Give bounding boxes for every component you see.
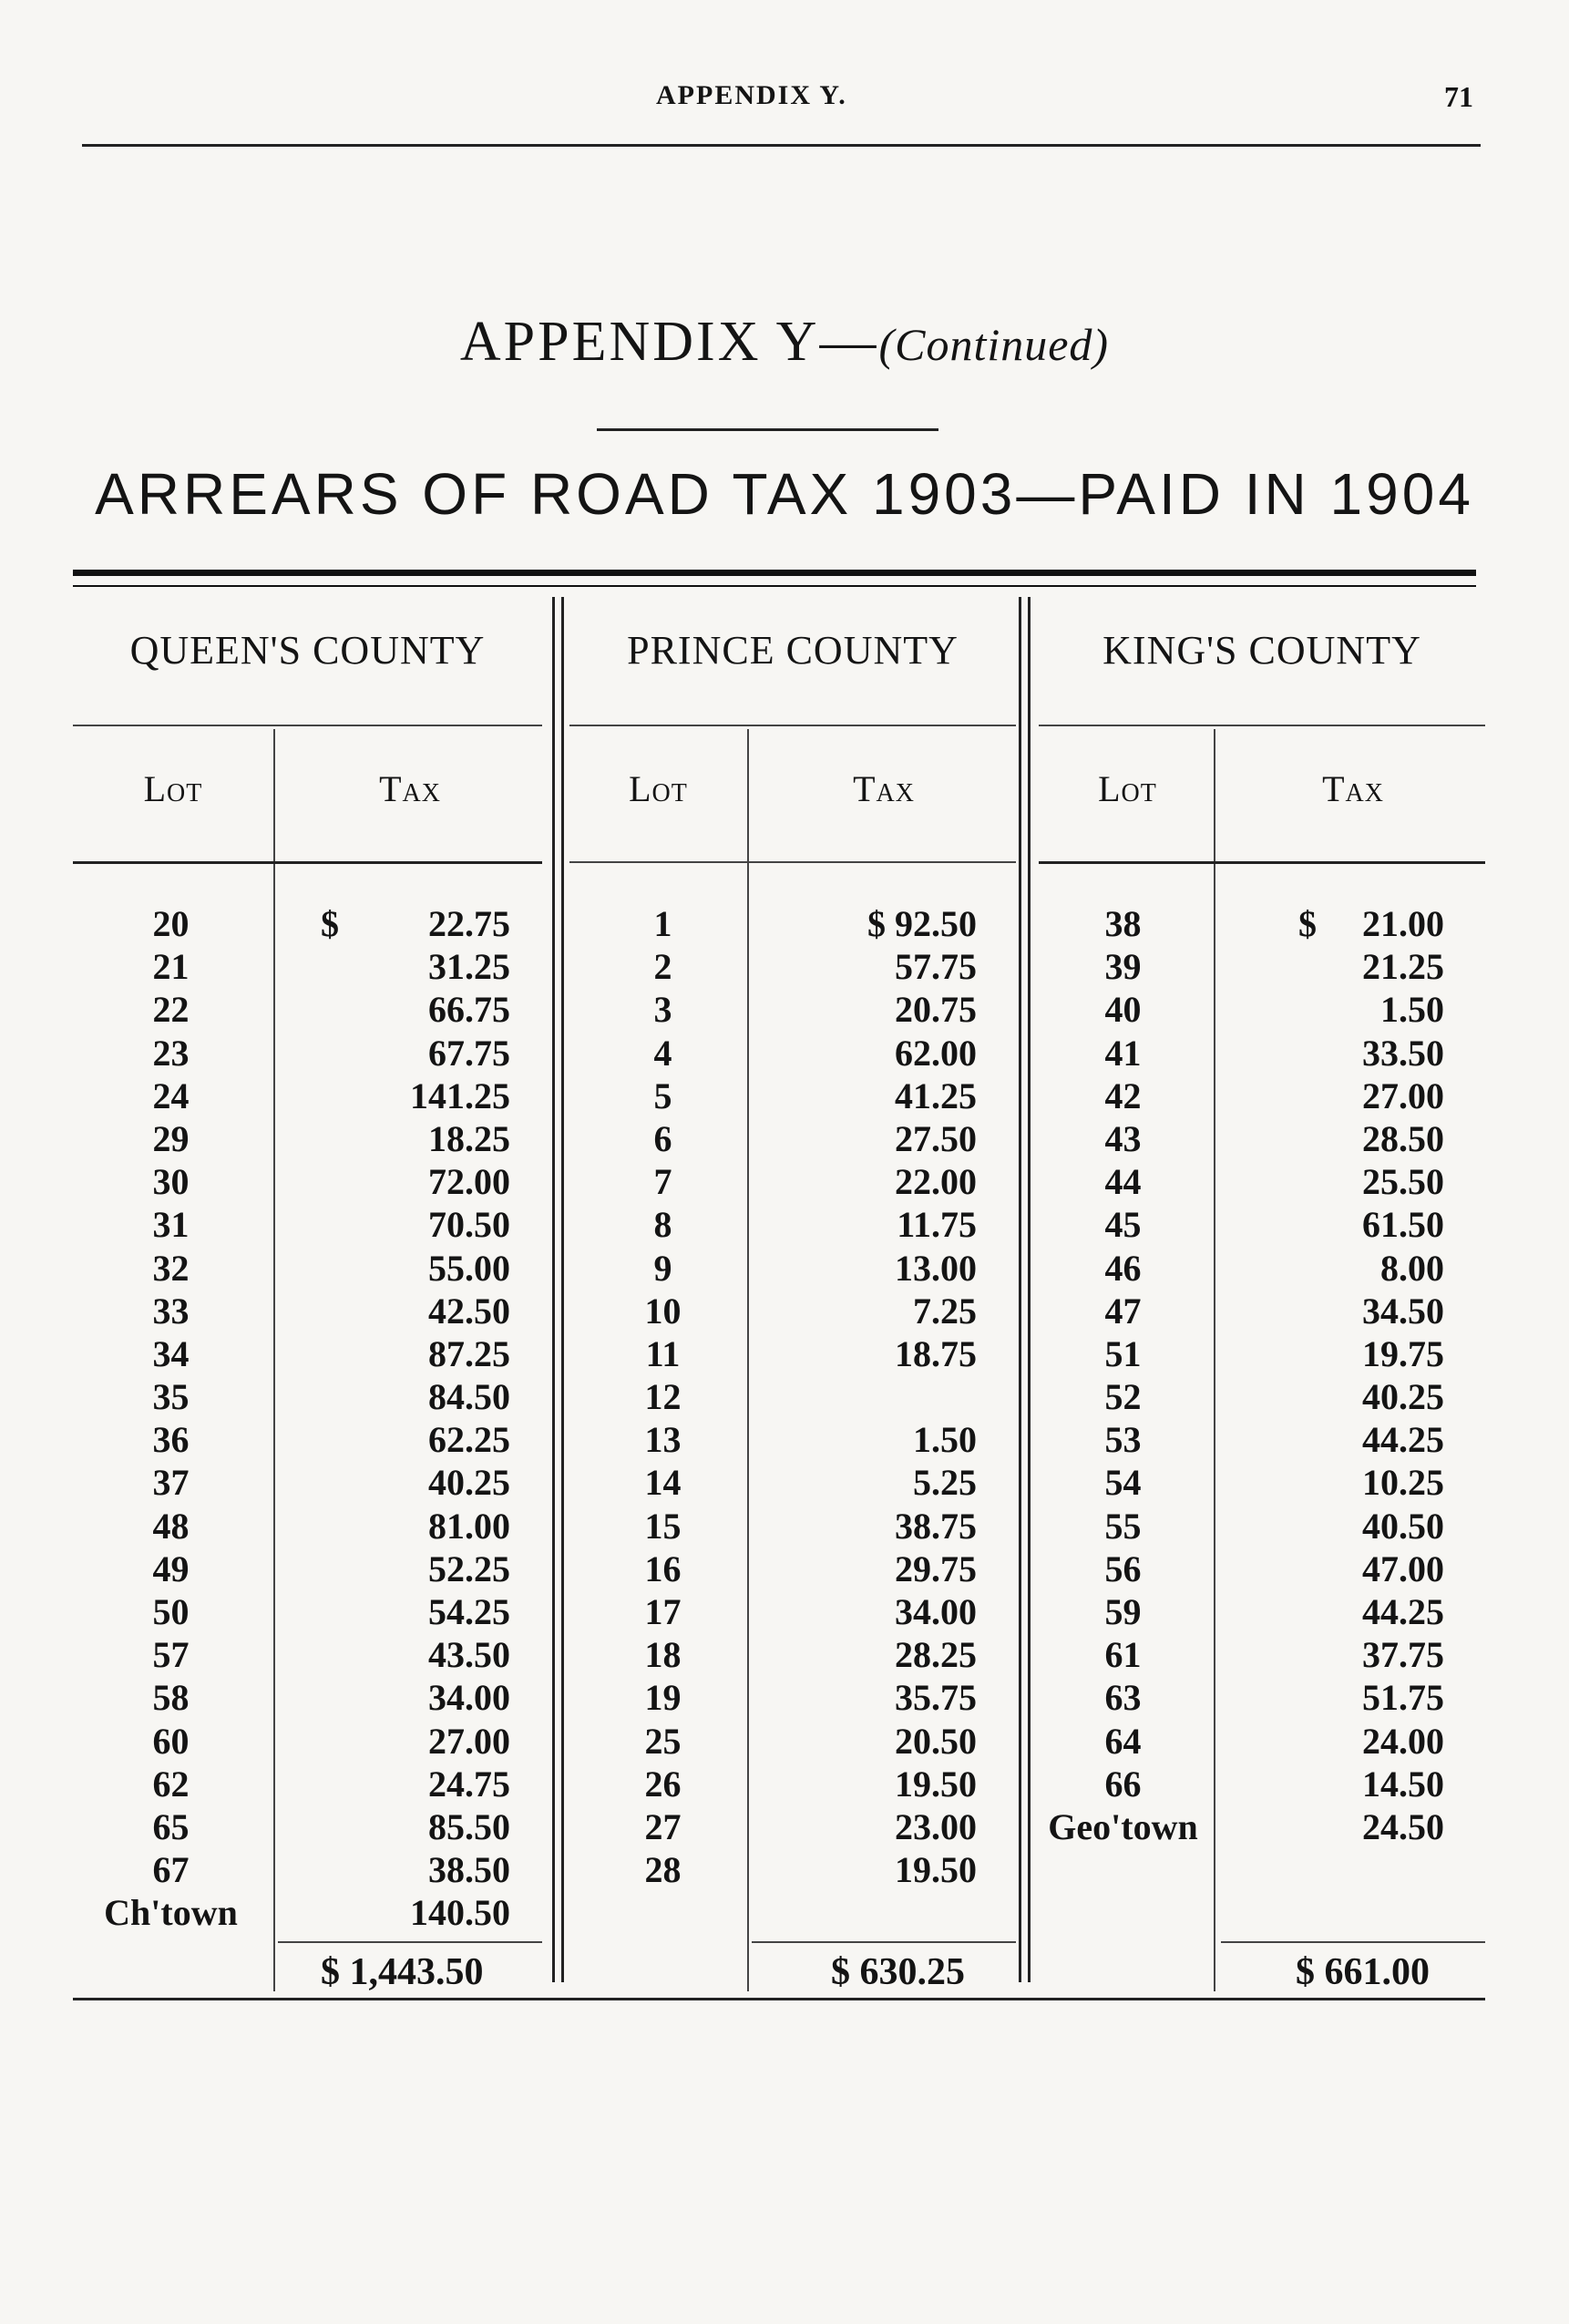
queens-tax-cell: 70.50 <box>428 1204 510 1246</box>
prince-tax-cell: 23.00 <box>895 1805 977 1847</box>
prince-lot-cell: 12 <box>644 1376 682 1418</box>
kings-tax-cell: 1.50 <box>1380 989 1444 1031</box>
queens-total: $ 1,443.50 <box>321 1951 484 1993</box>
queens-lot-cell: 48 <box>152 1505 190 1547</box>
queens-tax-cell: 22.75 <box>428 903 510 944</box>
kings-lot-column <box>1030 902 1216 1848</box>
prince-tax-cell: 5.25 <box>913 1462 977 1504</box>
prince-lot-header: Lot <box>629 768 688 809</box>
prince-tax-cell: 1.50 <box>913 1419 977 1461</box>
kings-tax-cell: 37.75 <box>1362 1634 1444 1676</box>
kings-tax-cell: 10.25 <box>1362 1462 1444 1504</box>
queens-lot-cell: 32 <box>152 1247 190 1289</box>
queens-tax-cell: 54.25 <box>428 1591 510 1632</box>
prince-tax-cell: 29.75 <box>895 1548 977 1589</box>
kings-total-rule <box>1221 1941 1485 1943</box>
kings-tax-cell: 44.25 <box>1362 1591 1444 1632</box>
queens-lot-cell: 30 <box>152 1161 190 1203</box>
prince-total: $ 630.25 <box>831 1951 965 1993</box>
prince-lot-cell: 7 <box>653 1161 672 1203</box>
prince-tax-cell: 13.00 <box>895 1247 977 1289</box>
prince-lot-cell: 19 <box>644 1677 682 1719</box>
queens-lot-cell: 22 <box>152 989 190 1031</box>
prince-tax-cell: 20.75 <box>895 989 977 1031</box>
kings-dollar-sign: $ <box>1298 903 1317 944</box>
queens-tax-cell: 43.50 <box>428 1634 510 1676</box>
title-double-rule-thick <box>73 570 1476 576</box>
queens-lot-cell: 20 <box>152 903 190 944</box>
prince-tax-cell: 28.25 <box>895 1634 977 1676</box>
county-divider-left-a <box>552 597 555 1982</box>
kings-lot-cell: 53 <box>1104 1419 1142 1461</box>
kings-lot-cell: 54 <box>1104 1462 1142 1504</box>
table-bottom-rule <box>73 1998 1485 2000</box>
prince-lot-cell: 25 <box>644 1720 682 1762</box>
queens-tax-cell: 31.25 <box>428 946 510 988</box>
queens-tax-cell: 141.25 <box>410 1075 510 1116</box>
kings-county-header: KING'S COUNTY <box>1102 628 1421 673</box>
prince-lot-cell: 11 <box>645 1332 681 1374</box>
queens-lot-column <box>73 902 269 1935</box>
queens-lot-cell: 37 <box>152 1462 190 1504</box>
kings-tax-cell: 27.00 <box>1362 1075 1444 1116</box>
prince-lot-cell: 3 <box>653 989 672 1031</box>
queens-lot-cell: 34 <box>152 1332 190 1374</box>
queens-tax-cell: 38.50 <box>428 1849 510 1891</box>
kings-tax-cell: 44.25 <box>1362 1419 1444 1461</box>
prince-lot-cell: 14 <box>644 1462 682 1504</box>
prince-lot-cell: 1 <box>653 903 672 944</box>
queens-lot-cell: 31 <box>152 1204 190 1246</box>
queens-lot-cell: Ch'town <box>104 1892 238 1934</box>
kings-tax-cell: 33.50 <box>1362 1032 1444 1074</box>
prince-lot-cell: 10 <box>644 1290 682 1332</box>
kings-tax-cell: 40.25 <box>1362 1376 1444 1418</box>
queens-lot-cell: 65 <box>152 1805 190 1847</box>
kings-lot-cell: Geo'town <box>1048 1805 1198 1847</box>
kings-lot-cell: 41 <box>1104 1032 1142 1074</box>
queens-lot-cell: 35 <box>152 1376 190 1418</box>
queens-header-rule <box>73 725 542 726</box>
queens-tax-cell: 27.00 <box>428 1720 510 1762</box>
title-rule <box>597 428 938 431</box>
queens-dollar-sign: $ <box>321 903 339 944</box>
prince-tax-cell: 7.25 <box>913 1290 977 1332</box>
prince-colhead-rule <box>569 861 1016 863</box>
queens-lot-cell: 62 <box>152 1763 190 1805</box>
queens-lot-header: Lot <box>143 768 203 809</box>
queens-tax-cell: 140.50 <box>410 1892 510 1934</box>
queens-lot-cell: 67 <box>152 1849 190 1891</box>
kings-tax-cell: 40.50 <box>1362 1505 1444 1547</box>
prince-lot-cell: 15 <box>644 1505 682 1547</box>
queens-lot-cell: 60 <box>152 1720 190 1762</box>
queens-tax-cell: 87.25 <box>428 1332 510 1374</box>
kings-lot-cell: 59 <box>1104 1591 1142 1632</box>
prince-tax-cell: 41.25 <box>895 1075 977 1116</box>
prince-lot-cell: 26 <box>644 1763 682 1805</box>
queens-tax-cell: 42.50 <box>428 1290 510 1332</box>
queens-tax-cell: 40.25 <box>428 1462 510 1504</box>
kings-lot-cell: 51 <box>1104 1332 1142 1374</box>
queens-tax-cell: 81.00 <box>428 1505 510 1547</box>
appendix-label: APPENDIX Y <box>459 311 820 373</box>
kings-tax-cell: 25.50 <box>1362 1161 1444 1203</box>
prince-tax-cell: 62.00 <box>895 1032 977 1074</box>
prince-tax-cell: 34.00 <box>895 1591 977 1632</box>
kings-tax-cell: 19.75 <box>1362 1332 1444 1374</box>
queens-lot-cell: 33 <box>152 1290 190 1332</box>
queens-tax-cell: 66.75 <box>428 989 510 1031</box>
prince-county-header: PRINCE COUNTY <box>627 628 959 673</box>
prince-lot-cell: 8 <box>653 1204 672 1246</box>
prince-tax-cell: 38.75 <box>895 1505 977 1547</box>
prince-lot-cell: 16 <box>644 1548 682 1589</box>
kings-lot-cell: 63 <box>1104 1677 1142 1719</box>
continued-label: (Continued) <box>878 319 1110 370</box>
queens-tax-column <box>355 902 510 1935</box>
kings-tax-cell: 51.75 <box>1362 1677 1444 1719</box>
prince-tax-cell: 22.00 <box>895 1161 977 1203</box>
kings-lot-cell: 55 <box>1104 1505 1142 1547</box>
prince-lot-cell: 2 <box>653 946 672 988</box>
kings-lot-cell: 43 <box>1104 1117 1142 1159</box>
kings-tax-cell: 61.50 <box>1362 1204 1444 1246</box>
kings-tax-cell: 21.00 <box>1362 903 1444 944</box>
kings-header-rule <box>1039 725 1485 726</box>
queens-tax-cell: 62.25 <box>428 1419 510 1461</box>
kings-tax-cell: 24.50 <box>1362 1805 1444 1847</box>
queens-tax-header: Tax <box>379 768 441 809</box>
kings-lot-cell: 40 <box>1104 989 1142 1031</box>
kings-tax-cell: 8.00 <box>1380 1247 1444 1289</box>
prince-tax-cell <box>774 1375 977 1418</box>
page-number: 71 <box>1444 80 1473 113</box>
prince-tax-cell: 18.75 <box>895 1332 977 1374</box>
prince-tax-cell: 19.50 <box>895 1849 977 1891</box>
prince-lot-cell: 18 <box>644 1634 682 1676</box>
queens-tax-cell: 24.75 <box>428 1763 510 1805</box>
title-double-rule-thin <box>73 585 1476 587</box>
table-title: ARREARS OF ROAD TAX 1903—PAID IN 1904 <box>95 461 1474 527</box>
prince-tax-cell: $ 92.50 <box>867 903 977 944</box>
queens-lot-tax-divider <box>273 729 275 1991</box>
queens-tax-cell: 52.25 <box>428 1548 510 1589</box>
county-divider-left-b <box>561 597 564 1982</box>
kings-total: $ 661.00 <box>1296 1951 1430 1993</box>
kings-tax-cell: 47.00 <box>1362 1548 1444 1589</box>
kings-tax-cell: 28.50 <box>1362 1117 1444 1159</box>
appendix-title <box>0 310 1569 375</box>
kings-lot-cell: 56 <box>1104 1548 1142 1589</box>
kings-lot-cell: 47 <box>1104 1290 1142 1332</box>
kings-lot-cell: 39 <box>1104 946 1142 988</box>
prince-lot-cell: 5 <box>653 1075 672 1116</box>
kings-lot-cell: 44 <box>1104 1161 1142 1203</box>
kings-lot-header: Lot <box>1098 768 1157 809</box>
prince-tax-column <box>774 902 977 1891</box>
kings-tax-cell: 14.50 <box>1362 1763 1444 1805</box>
queens-tax-cell: 84.50 <box>428 1376 510 1418</box>
kings-lot-cell: 42 <box>1104 1075 1142 1116</box>
prince-tax-cell: 19.50 <box>895 1763 977 1805</box>
prince-lot-cell: 6 <box>653 1117 672 1159</box>
kings-tax-cell: 24.00 <box>1362 1720 1444 1762</box>
prince-lot-cell: 17 <box>644 1591 682 1632</box>
kings-lot-cell: 38 <box>1104 903 1142 944</box>
kings-tax-column <box>1312 902 1444 1848</box>
prince-lot-tax-divider <box>747 729 749 1991</box>
queens-tax-cell: 18.25 <box>428 1117 510 1159</box>
prince-tax-cell: 57.75 <box>895 946 977 988</box>
kings-lot-cell: 61 <box>1104 1634 1142 1676</box>
prince-lot-cell: 27 <box>644 1805 682 1847</box>
prince-tax-cell: 11.75 <box>897 1204 977 1246</box>
kings-lot-cell: 64 <box>1104 1720 1142 1762</box>
prince-tax-cell: 27.50 <box>895 1117 977 1159</box>
queens-lot-cell: 29 <box>152 1117 190 1159</box>
kings-tax-header: Tax <box>1322 768 1384 809</box>
queens-lot-cell: 58 <box>152 1677 190 1719</box>
header-rule <box>82 144 1481 147</box>
queens-lot-cell: 36 <box>152 1419 190 1461</box>
queens-lot-cell: 21 <box>152 946 190 988</box>
queens-tax-cell: 55.00 <box>428 1247 510 1289</box>
prince-tax-cell: 35.75 <box>895 1677 977 1719</box>
kings-tax-cell: 21.25 <box>1362 946 1444 988</box>
prince-tax-cell: 20.50 <box>895 1720 977 1762</box>
queens-county-header: QUEEN'S COUNTY <box>129 628 486 673</box>
prince-lot-cell: 13 <box>644 1419 682 1461</box>
prince-total-rule <box>752 1941 1016 1943</box>
prince-lot-cell: 9 <box>653 1247 672 1289</box>
kings-tax-cell: 34.50 <box>1362 1290 1444 1332</box>
queens-total-rule <box>278 1941 542 1943</box>
queens-tax-cell: 85.50 <box>428 1805 510 1847</box>
queens-tax-cell: 67.75 <box>428 1032 510 1074</box>
running-head <box>0 80 1569 126</box>
queens-lot-cell: 57 <box>152 1634 190 1676</box>
kings-lot-cell: 46 <box>1104 1247 1142 1289</box>
kings-lot-cell: 66 <box>1104 1763 1142 1805</box>
running-title: APPENDIX Y. <box>656 80 847 110</box>
kings-lot-cell: 45 <box>1104 1204 1142 1246</box>
queens-lot-cell: 24 <box>152 1075 190 1116</box>
county-divider-right-a <box>1019 597 1021 1982</box>
prince-lot-cell: 4 <box>653 1032 672 1074</box>
queens-lot-cell: 49 <box>152 1548 190 1589</box>
queens-tax-cell: 34.00 <box>428 1677 510 1719</box>
prince-lot-cell: 28 <box>644 1849 682 1891</box>
queens-colhead-rule <box>73 861 542 864</box>
prince-lot-column <box>583 902 743 1891</box>
queens-lot-cell: 23 <box>152 1032 190 1074</box>
title-dash: — <box>819 311 879 373</box>
queens-tax-cell: 72.00 <box>428 1161 510 1203</box>
kings-lot-cell: 52 <box>1104 1376 1142 1418</box>
kings-colhead-rule <box>1039 861 1485 864</box>
queens-lot-cell: 50 <box>152 1591 190 1632</box>
prince-tax-header: Tax <box>853 768 915 809</box>
prince-header-rule <box>569 725 1016 726</box>
